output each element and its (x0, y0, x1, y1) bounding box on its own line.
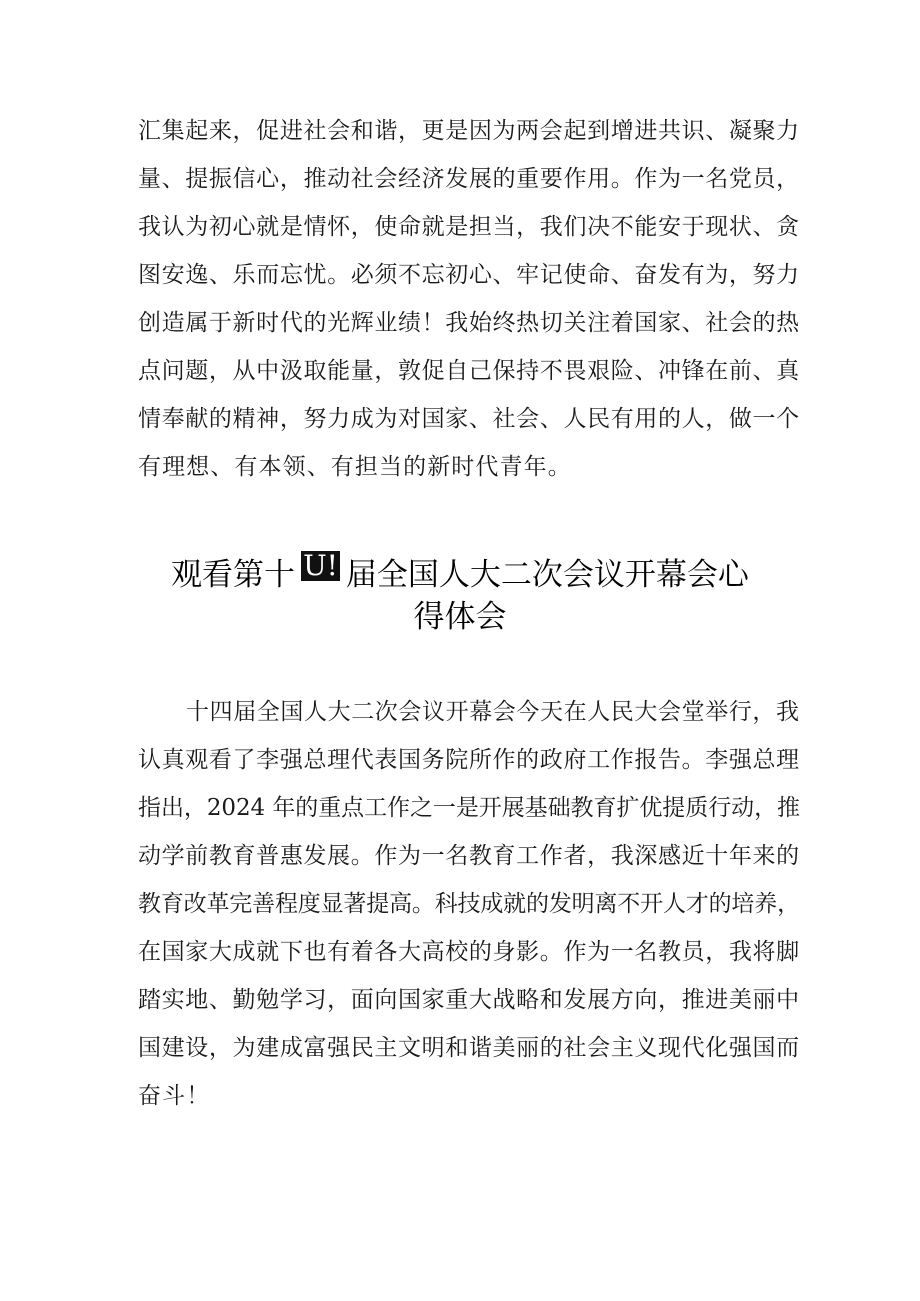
text-line: 国建设，为建成富强民主文明和谐美丽的社会主义现代化强国而 (138, 1035, 800, 1061)
text-line-indented: 十四届全国人大二次会议开幕会今天在人民大会堂举行，我 (186, 699, 800, 725)
title-text-end: 届全国人大二次会议开幕会心 (345, 557, 749, 593)
section-title (0, 551, 920, 595)
text-line: 在国家大成就下也有着各大高校的身影。作为一名教员，我将脚 (138, 939, 800, 965)
text-line: 我认为初心就是情怀，使命就是担当，我们决不能安于现状、贪 (138, 214, 800, 240)
text-line: 踏实地、勤勉学习，面向国家重大战略和发展方向，推进美丽中 (138, 987, 800, 1013)
text-line: 指出，2024 年的重点工作之一是开展基础教育扩优提质行动，推 (138, 795, 800, 821)
text-line: 创造属于新时代的光辉业绩！我始终热切关注着国家、社会的热 (138, 310, 800, 336)
text-line: 情奉献的精神，努力成为对国家、社会、人民有用的人，做一个 (138, 406, 800, 432)
text-line: 动学前教育普惠发展。作为一名教育工作者，我深感近十年来的 (138, 843, 800, 869)
text-line: 认真观看了李强总理代表国务院所作的政府工作报告。李强总理 (138, 747, 800, 773)
title-text-start: 观看第十 (171, 557, 296, 593)
text-line: 图安逸、乐而忘忧。必须不忘初心、牢记使命、奋发有为，努力 (138, 262, 800, 288)
text-line: 教育改革完善程度显著提高。科技成就的发明离不开人才的培养， (138, 891, 800, 917)
text-line: 奋斗！ (138, 1083, 211, 1109)
text-line: 点问题，从中汲取能量，敦促自己保持不畏艰险、冲锋在前、真 (138, 358, 800, 384)
text-line: 有理想、有本领、有担当的新时代青年。 (138, 454, 572, 480)
section-title-continued: 得体会 (413, 599, 507, 635)
title-garbled-glyph: U! (303, 549, 338, 582)
text-line: 量、提振信心，推动社会经济发展的重要作用。作为一名党员， (138, 166, 800, 192)
text-line: 汇集起来，促进社会和谐，更是因为两会起到增进共识、凝聚力 (138, 118, 800, 144)
